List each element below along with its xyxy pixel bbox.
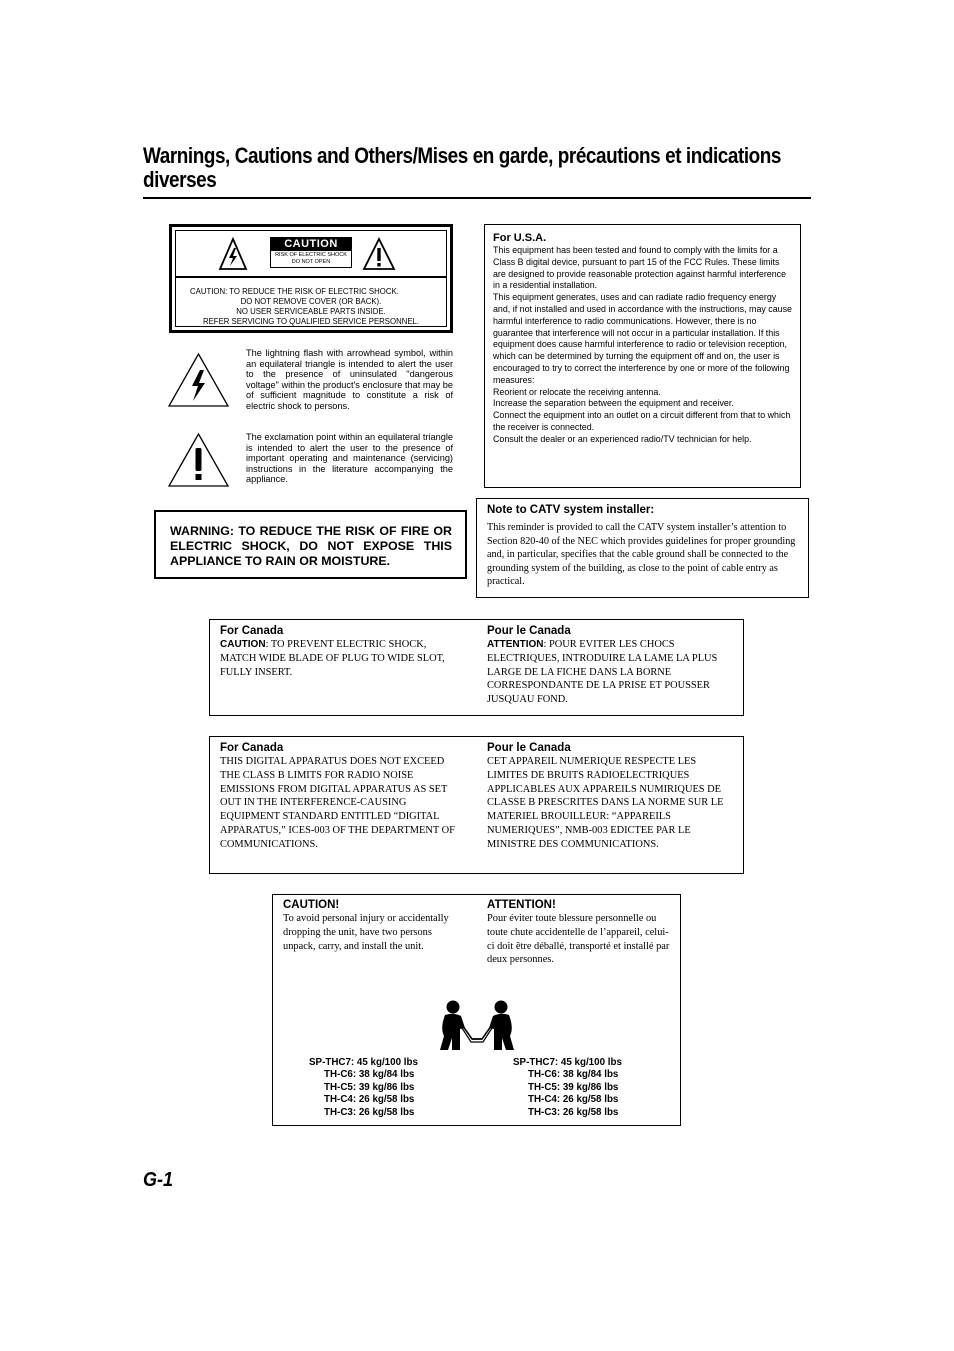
weight-row: TH-C5: 39 kg/86 lbs — [528, 1081, 619, 1093]
usa-measure: Reorient or relocate the receiving antenna. — [493, 386, 661, 397]
canada-heading-fr: Pour le Canada — [487, 742, 571, 754]
usa-paragraph: This equipment generates, uses and can radiate radio frequency energy and, if not installed and used in accordance with the instructions, may cause harmful interference to radio communications. However, there is no guarantee that interference will not occur in a particular installation. If this equipment does cause harmful interference to radio or television reception, which can be determined by turning the equipment off and on, the user is encouraged to try to correct the interference by one or more of the following measures: — [493, 292, 792, 385]
caution-term: CAUTION — [220, 639, 266, 650]
lightning-triangle-icon — [218, 237, 248, 271]
catv-body: This reminder is provided to call the CATV system installer’s attention to Section 820-40 of the NEC which provides guidelines for proper grounding and, in particular, specifies that the cable ground shall be connected to the grounding system of the building, as close to the point of cable entry as practical. — [487, 522, 796, 588]
canada-heading: For Canada — [220, 742, 284, 754]
exclamation-triangle-icon — [362, 237, 396, 271]
canada-digital-english — [220, 742, 458, 852]
caution-label-line: REFER SERVICING TO QUALIFIED SERVICE PERSONNEL. — [202, 317, 420, 326]
caution-label — [169, 224, 453, 333]
page-number: G-1 — [143, 1169, 174, 1191]
catv-heading: Note to CATV system installer: — [487, 504, 655, 516]
canada-plug-french-body — [487, 638, 735, 707]
caution-label-line: NO USER SERVICEABLE PARTS INSIDE. — [236, 307, 386, 316]
warning-text: WARNING: TO REDUCE THE RISK OF FIRE OR ELECTRIC SHOCK, DO NOT EXPOSE THIS APPLIANCE TO RAIN OR MOISTURE. — [170, 524, 452, 568]
weight-row: TH-C4: 26 kg/58 lbs — [528, 1094, 619, 1106]
canada-plug-english — [220, 625, 458, 679]
caution-label-small-line: DO NOT OPEN — [291, 259, 331, 265]
lift-french — [487, 899, 671, 967]
lift-attention-body: Pour éviter toute blessure personnelle ou toute chute accidentelle de l’appareil, celui-ci doit être déballé, transporté et installé par deux personnes. — [487, 913, 670, 966]
title-divider — [143, 197, 811, 199]
catv-installer-note — [476, 498, 809, 598]
weight-row: TH-C4: 26 kg/58 lbs — [324, 1094, 415, 1106]
usa-measure: Consult the dealer or an experienced radio/TV technician for help. — [493, 433, 752, 444]
caution-label-small-line: RISK OF ELECTRIC SHOCK — [275, 252, 347, 258]
canada-plug-english-body — [220, 638, 458, 679]
usa-measure: Connect the equipment into an outlet on a circuit different from that to which the receiver is connected. — [493, 410, 791, 432]
canada-plug-notice — [209, 619, 744, 716]
fcc-usa-notice — [484, 224, 801, 488]
canada-plug-english-text: : TO PREVENT ELECTRIC SHOCK, MATCH WIDE BLADE OF PLUG TO WIDE SLOT, FULLY INSERT. — [220, 639, 445, 678]
canada-plug-french-text: : POUR EVITER LES CHOCS ELECTRIQUES, INTRODUIRE LA LAME LA PLUS LARGE DE LA FICHE DANS LA BORNE CORRESPONDANTE DE LA PRISE ET POUSSER JUSQUAU FOND. — [487, 639, 718, 706]
usa-paragraph: This equipment has been tested and found to comply with the limits for a Class B digital device, pursuant to part 15 of the FCC Rules. These limits are designed to provide reasonable protection against harmful interference in a residential installation. — [493, 245, 787, 291]
weights-french — [513, 1057, 622, 1119]
two-person-lift-notice — [272, 894, 681, 1126]
lightning-symbol-description: The lightning flash with arrowhead symbol, within an equilateral triangle is intended to alert the user to the presence of uninsulated "dangerous voltage" within the product's enclosure that may be of sufficient magnitude to constitute a risk of electric shock to persons. — [246, 348, 453, 411]
caution-label-line: DO NOT REMOVE COVER (OR BACK). — [240, 297, 382, 306]
lift-caution-heading: CAUTION! — [283, 899, 340, 911]
usa-heading: For U.S.A. — [493, 232, 547, 244]
attention-term: ATTENTION — [487, 639, 544, 650]
exclamation-symbol-description: The exclamation point within an equilateral triangle is intended to alert the user to the presence of important operating and maintenance (servicing) instructions in the literature accompanying the appliance. — [246, 432, 453, 484]
canada-heading-fr: Pour le Canada — [487, 625, 571, 637]
canada-digital-french — [487, 742, 737, 852]
canada-digital-notice — [209, 736, 744, 874]
caution-label-caption — [270, 237, 352, 268]
weight-row: TH-C3: 26 kg/58 lbs — [528, 1106, 619, 1118]
weight-row: TH-C3: 26 kg/58 lbs — [324, 1106, 415, 1118]
weight-row: TH-C6: 38 kg/84 lbs — [324, 1069, 415, 1081]
caution-label-small-text — [270, 251, 352, 268]
canada-heading: For Canada — [220, 625, 284, 637]
caution-label-text — [176, 287, 446, 327]
rain-moisture-warning — [154, 510, 467, 579]
page-title: Warnings, Cautions and Others/Mises en garde, précautions et indications diverses — [143, 143, 782, 192]
lift-caution-body: To avoid personal injury or accidentally dropping the unit, have two persons unpack, carry, and install the unit. — [283, 913, 449, 952]
caution-label-inner — [175, 230, 447, 327]
caution-label-separator — [176, 276, 446, 278]
caution-label-heading: CAUTION — [270, 237, 352, 251]
two-person-lift-icon — [438, 998, 516, 1052]
weights-english — [309, 1057, 418, 1119]
canada-digital-english-body: THIS DIGITAL APPARATUS DOES NOT EXCEED THE CLASS B LIMITS FOR RADIO NOISE EMISSIONS FROM DIGITAL APPARATUS AS SET OUT IN THE INTERFERENCE-CAUSING EQUIPMENT STANDARD ENTITLED “DIGITAL APPARATUS,” ICES-003 OF THE DEPARTMENT OF COMMUNICATIONS. — [220, 756, 455, 850]
exclamation-triangle-icon — [167, 432, 230, 488]
weight-row: TH-C5: 39 kg/86 lbs — [324, 1081, 415, 1093]
lift-attention-heading: ATTENTION! — [487, 899, 556, 911]
weight-row: SP-THC7: 45 kg/100 lbs — [309, 1057, 418, 1068]
weight-row: TH-C6: 38 kg/84 lbs — [528, 1069, 619, 1081]
canada-digital-french-body: CET APPAREIL NUMERIQUE RESPECTE LES LIMITES DE BRUITS RADIOELECTRIQUES APPLICABLES AUX APPAREILS NUMIRIQUES DE CLASSE B PRESCRITES DANS LA NORME SUR LE MATERIEL BROUILLEUR: “APPAREILS NUMERIQUES”, NMB-003 EDICTEE PAR LE MINISTRE DES COMMUNICATIONS. — [487, 756, 724, 850]
canada-plug-french — [487, 625, 735, 707]
lift-english — [283, 899, 465, 953]
lightning-triangle-icon — [167, 352, 230, 408]
usa-measure: Increase the separation between the equipment and receiver. — [493, 398, 734, 409]
weight-row: SP-THC7: 45 kg/100 lbs — [513, 1057, 622, 1068]
caution-label-line: CAUTION: TO REDUCE THE RISK OF ELECTRIC SHOCK. — [190, 287, 399, 296]
